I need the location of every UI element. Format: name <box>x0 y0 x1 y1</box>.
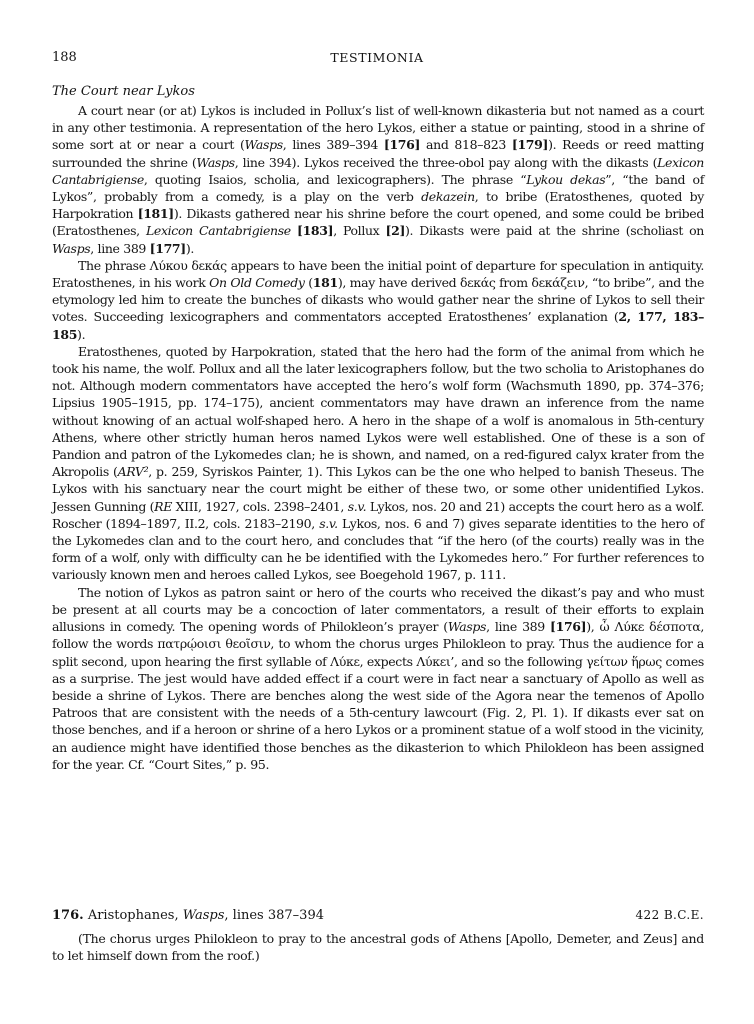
text-run: The phrase Λύκου δεκάς appears to have been the initial point of departure for speculation in antiquity. Eratosthenes, in his work <box>52 257 704 291</box>
entry-heading <box>52 908 704 928</box>
entry-date: 422 B.C.E. <box>635 908 704 922</box>
page-number: 188 <box>52 50 77 65</box>
text-run: , Pollux <box>333 223 386 239</box>
text-run: XIII, 1927, cols. 2398–2401, <box>171 498 348 514</box>
bold-reference: [2] <box>385 223 406 239</box>
entry-work: Wasps <box>182 908 225 923</box>
italic-run: Wasps <box>52 240 91 256</box>
text-run: , p. 259, Syriskos Painter, 1). This Lykos can be the one who helped to banish Theseus. The Lykos with his sanctuary near the court might be either of these two, or some other unidentified Lykos. Jessen Gunning ( <box>52 464 704 514</box>
entry-source: Aristophanes, <box>87 908 183 923</box>
bold-reference: [176] <box>550 619 587 635</box>
bold-reference: [181] <box>137 206 174 222</box>
text-run: , line 389 <box>90 240 150 256</box>
italic-run: dekazein <box>421 189 475 205</box>
paragraph <box>52 343 704 584</box>
italic-run: Lexicon Cantabrigiense <box>52 154 704 187</box>
bold-reference: [176] <box>383 137 421 153</box>
text-run: Lykos, nos. 20 and 21) accepts the court hero as a wolf. Roscher (1894–1897, II.2, cols. 2183–2190, <box>52 498 704 531</box>
italic-run: s.v. <box>347 498 367 514</box>
italic-run: Lexicon Cantabrigiense <box>145 223 291 239</box>
text-run: ), may have derived δεκάς from δεκάζειν, “to bribe”, and the etymology led him to create the bunches of dikasts who would gather near the shrine of Lykos to sell their votes. Succeeding lexicographers and commentators accepted Eratosthenes’ explanation ( <box>52 275 704 325</box>
text-run: ( <box>304 275 313 291</box>
text-run: Eratosthenes, quoted by Harpokration, stated that the hero had the form of the animal from which he took his name, the wolf. Pollux and all the later lexicographers follow, but the two scholia to Aristophanes do not. Although modern commentators have accepted the hero’s wolf form (Wachsmuth 1890, pp. 374–376; Lipsius 1905–1915, pp. 174–175), ancient commentators may have drawn an inference from the name without knowing of an actual wolf-shaped hero. A hero in the shape of a wolf is anomalous in 5th-century Athens, where other strictly human heros named Lykos were well established. One of these is a son of Pandion and patron of the Lykomedes clan; he is shown, and named, on a red-figured calyx krater from the Akropolis ( <box>52 343 704 480</box>
entry-number: 176. <box>52 908 84 923</box>
running-head <box>52 50 702 70</box>
italic-run: Lykou dekas <box>526 171 606 187</box>
text-run: , quoting Isaios, scholia, and lexicographers). The phrase “ <box>143 171 527 187</box>
bold-reference: 181 <box>312 275 338 291</box>
italic-run: RE <box>154 498 172 514</box>
body-text <box>52 102 704 773</box>
bold-reference: [179] <box>511 137 549 153</box>
text-run: , lines 389–394 <box>282 137 384 153</box>
text-run: ). Dikasts gathered near his shrine before the court opened, and some could be bribed (Eratosthenes, <box>52 206 704 239</box>
paragraph <box>52 102 704 257</box>
entry-description: (The chorus urges Philokleon to pray to the ancestral gods of Athens [Apollo, Demeter, and Zeus] and to let himself down from the roof.) <box>52 931 704 964</box>
bold-reference: [177] <box>149 240 186 256</box>
italic-run: Wasps <box>244 137 283 153</box>
text-run: , to bribe (Eratosthenes, quoted by Harpokration <box>52 189 704 222</box>
italic-run: ARV² <box>117 464 149 480</box>
italic-run: Wasps <box>447 619 487 635</box>
text-run: The notion of Lykos as patron saint or hero of the courts who received the dikast’s pay and who must be present at all courts may be a concoction of later commentators, a result of their efforts to explain allusions in comedy. The opening words of Philokleon’s prayer ( <box>52 584 704 635</box>
running-title: TESTIMONIA <box>330 50 424 65</box>
text-run: , line 394). Lykos received the three-obol pay along with the dikasts ( <box>234 154 658 170</box>
italic-run: s.v. <box>319 515 338 531</box>
text-run: and 818–823 <box>420 137 512 153</box>
italic-run: Wasps <box>196 154 235 170</box>
text-run: ). <box>185 240 194 256</box>
text-run: ). Dikasts were paid at the shrine (scholiast on <box>405 223 705 239</box>
text-run: Lykos, nos. 6 and 7) gives separate identities to the hero of the Lykomedes clan and to the court hero, and concludes that “if the hero (of the courts) really was in the form of a wolf, only with difficulty can he be identified with the Lykomedes hero.” For further references to variously known men and heroes called Lykos, see Boegehold 1967, p. 111. <box>52 515 704 583</box>
bold-reference: 2, 177, 183–185 <box>52 309 705 342</box>
text-run: , line 389 <box>486 619 551 635</box>
italic-run: On Old Comedy <box>209 275 305 291</box>
bold-reference: [183] <box>297 223 334 239</box>
text-run: A court near (or at) Lykos is included in Pollux’s list of well-known dikasteria but not named as a court in any other testimonia. A representation of the hero Lykos, either a statue or painting, stood in a shrine of some sort at or near a court ( <box>52 103 704 153</box>
paragraph <box>52 584 704 773</box>
text-run: ). <box>77 326 86 342</box>
text-run: ”, “the band of Lykos”, probably from a comedy, is a play on the verb <box>52 171 704 205</box>
entry-lines: , lines 387–394 <box>224 908 324 923</box>
section-title: The Court near Lykos <box>52 84 195 99</box>
paragraph <box>52 257 704 343</box>
text-run: ), ὦ Λύκε δέσποτα, follow the words πατρῴοισι θεοῖσιν, to whom the chorus urges Philokleon to pray. Thus the audience for a split second, upon hearing the first syllable of Λύκε, expects Λύκει’, and so the following γείτων ἥρως comes as a surprise. The jest would have added effect if a court were in fact near a sanctuary of Apollo as well as beside a shrine of Lykos. There are benches along the west side of the Agora near the temenos of Apollo Patroos that are consistent with the needs of a 5th-century lawcourt (Fig. 2, Pl. 1). If dikasts ever sat on those benches, and if a heroon or shrine of a hero Lykos or a prominent statue of a wolf stood in the vicinity, an audience might have identified those benches as the dikasterion to which Philokleon has been assigned for the year. Cf. “Court Sites,” p. 95. <box>52 619 704 772</box>
text-run: ). Reeds or reed matting surrounded the shrine ( <box>52 137 705 170</box>
